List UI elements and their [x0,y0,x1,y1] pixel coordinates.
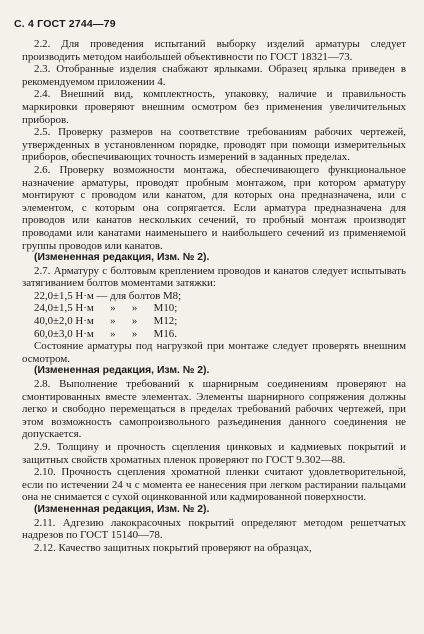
torque-line-m10: 24,0±1,5 Н·м » » М10; [34,302,178,315]
amendment-note: (Измененная редакция, Изм. № 2). [34,252,210,264]
paragraph-2-5: 2.5. Проверку размеров на соответствие требованиям рабочих чертежей, утвержденных в установленном порядке, проводят при помощи измерительных приборов, обеспечивающих точность измерений в заданных пределах. [22,126,406,164]
amendment-note: (Измененная редакция, Изм. № 2). [34,365,210,377]
amendment-note: (Измененная редакция, Изм. № 2). [34,503,210,515]
torque-list [22,290,406,340]
paragraph-2-12: 2.12. Качество защитных покрытий проверяют на образцах, [34,541,312,554]
paragraph-2-2: 2.2. Для проведения испытаний выборку изделий арматуры следует производить методом наибольшей объективности по ГОСТ 18321—73. [22,38,406,63]
paragraph-2-9: 2.9. Толщину и прочность сцепления цинковых и кадмиевых покрытий и защитных свойств хроматных пленок проверяют по ГОСТ 9.302—88. [22,441,406,466]
paragraph-2-8: 2.8. Выполнение требований к шарнирным соединениям проверяют на смонтированных вместе элементах. Элементы шарнирного сопряжения должны легко и свободно перемещаться в пределах требований рабочих чертежей, при этом возможность самопроизвольного разъединения данного соединения не допускается. [22,378,406,441]
torque-line-m12: 40,0±2,0 Н·м » » М12; [34,315,178,328]
paragraph-2-10: 2.10. Прочность сцепления хроматной пленки считают удовлетворительной, если по истечении 24 ч с момента ее нанесения при легком растирании пальцами она не снимается с сухой оцинкованной или кадмированной поверхности. [22,466,406,504]
paragraph-2-7-state: Состояние арматуры под нагрузкой при монтаже следует проверять внешним осмотром. [22,340,406,365]
paragraph-2-4: 2.4. Внешний вид, комплектность, упаковку, наличие и правильность маркировки проверяют внешним осмотром без применения увеличительных приборов. [22,88,406,126]
paragraph-2-3: 2.3. Отобранные изделия снабжают ярлыками. Образец ярлыка приведен в рекомендуемом приложении 4. [22,63,406,88]
paragraph-2-6: 2.6. Проверку возможности монтажа, обеспечивающего функциональное назначение арматуры, проводят пробным монтажом, при котором арматуру монтируют с проводом или канатом, для которых она предназначена, или с элементом, с которым она сопрягается. Если арматура предназначена для проводов или канатов нескольких сечений, то пробный монтаж производят проводами или канатами наименьшего и наибольшего сечений из применяемой группы проводов или канатов. [22,163,406,252]
torque-line-m16: 60,0±3,0 Н·м » » М16. [34,327,177,340]
paragraph-2-11: 2.11. Адгезию лакокрасочных покрытий определяют методом решетчатых надрезов по ГОСТ 15140—78. [22,516,406,542]
document-body [22,38,406,554]
page-header: С. 4 ГОСТ 2744—79 [14,18,116,30]
paragraph-2-7: 2.7. Арматуру с болтовым креплением проводов и канатов следует испытывать затягиванием болтов моментами затяжки: [22,264,406,290]
torque-line-m8: 22,0±1,5 Н·м — для болтов М8; [34,289,182,302]
